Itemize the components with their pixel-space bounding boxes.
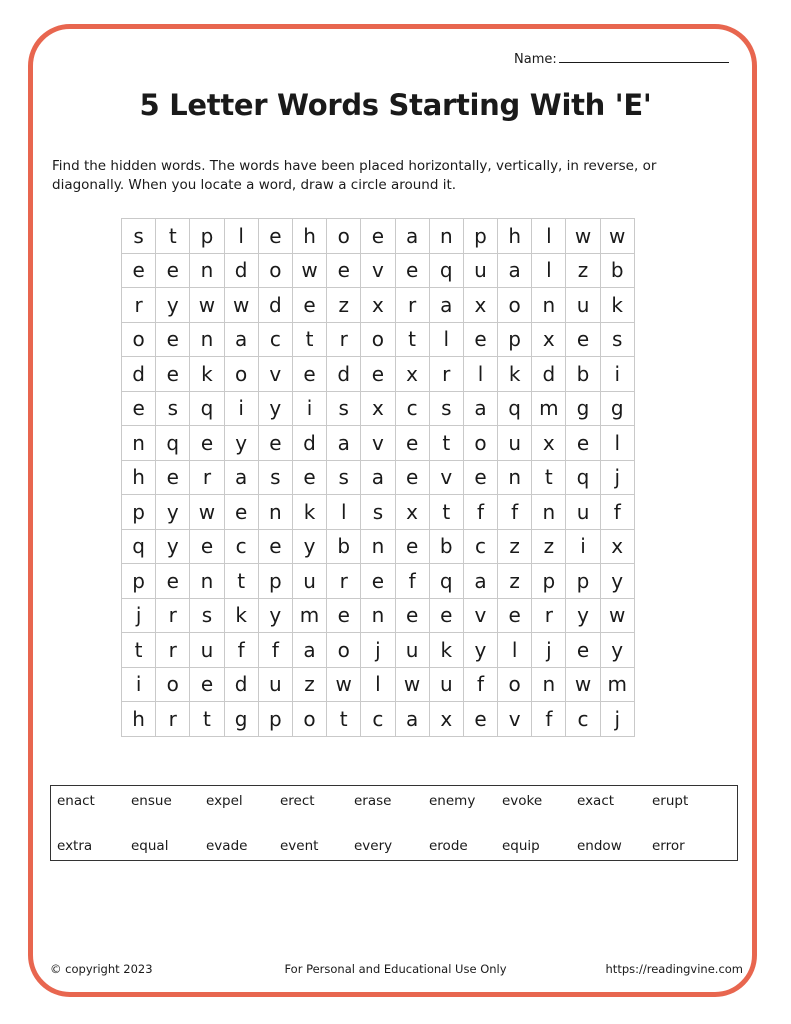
grid-cell[interactable]: j <box>600 702 634 737</box>
grid-cell[interactable]: s <box>122 219 156 254</box>
grid-cell[interactable]: b <box>429 529 463 564</box>
grid-row <box>122 633 635 668</box>
grid-cell[interactable]: p <box>532 564 566 599</box>
grid-cell[interactable]: y <box>156 495 190 530</box>
grid-cell[interactable]: r <box>156 633 190 668</box>
grid-cell[interactable]: e <box>463 460 497 495</box>
grid-cell[interactable]: e <box>156 460 190 495</box>
grid-cell[interactable]: i <box>600 357 634 392</box>
grid-cell[interactable]: s <box>258 460 292 495</box>
grid-cell[interactable]: q <box>498 391 532 426</box>
grid-cell[interactable]: p <box>258 702 292 737</box>
grid-cell[interactable]: c <box>224 529 258 564</box>
grid-cell[interactable]: z <box>292 667 326 702</box>
grid-cell[interactable]: d <box>224 667 258 702</box>
grid-cell[interactable]: x <box>600 529 634 564</box>
grid-cell[interactable]: s <box>327 460 361 495</box>
grid-cell[interactable]: l <box>361 667 395 702</box>
grid-cell[interactable]: a <box>395 702 429 737</box>
grid-cell[interactable]: e <box>258 426 292 461</box>
grid-cell[interactable]: n <box>361 529 395 564</box>
grid-cell[interactable]: z <box>566 253 600 288</box>
grid-cell[interactable]: e <box>429 598 463 633</box>
grid-cell[interactable]: p <box>122 564 156 599</box>
grid-cell[interactable]: a <box>224 460 258 495</box>
grid-cell[interactable]: e <box>224 495 258 530</box>
grid-cell[interactable]: r <box>429 357 463 392</box>
grid-row <box>122 495 635 530</box>
grid-cell[interactable]: r <box>395 288 429 323</box>
page-title: 5 Letter Words Starting With 'E' <box>139 88 652 122</box>
grid-cell[interactable]: p <box>566 564 600 599</box>
grid-cell[interactable]: w <box>600 219 634 254</box>
grid-cell[interactable]: e <box>292 357 326 392</box>
grid-cell[interactable]: e <box>361 357 395 392</box>
grid-cell[interactable]: f <box>463 667 497 702</box>
grid-cell[interactable]: e <box>156 322 190 357</box>
word-bank-word: exact <box>577 793 615 809</box>
word-bank-row <box>51 793 737 813</box>
word-bank-word: expel <box>206 793 243 809</box>
grid-cell[interactable]: e <box>122 391 156 426</box>
grid-cell[interactable]: l <box>532 253 566 288</box>
grid-cell[interactable]: v <box>361 426 395 461</box>
footer-copyright: © copyright 2023 <box>50 962 153 976</box>
grid-cell[interactable]: q <box>190 391 224 426</box>
grid-cell[interactable]: n <box>190 253 224 288</box>
grid-cell[interactable]: w <box>600 598 634 633</box>
grid-cell[interactable]: a <box>498 253 532 288</box>
grid-cell[interactable]: v <box>429 460 463 495</box>
grid-cell[interactable]: m <box>292 598 326 633</box>
word-bank-word: equal <box>131 838 169 854</box>
grid-cell[interactable]: u <box>258 667 292 702</box>
grid-cell[interactable]: d <box>532 357 566 392</box>
grid-cell[interactable]: c <box>258 322 292 357</box>
grid-cell[interactable]: l <box>327 495 361 530</box>
grid-cell[interactable]: n <box>532 288 566 323</box>
grid-row <box>122 357 635 392</box>
word-bank-word: erupt <box>652 793 689 809</box>
grid-cell[interactable]: y <box>156 288 190 323</box>
grid-cell[interactable]: p <box>258 564 292 599</box>
grid-cell[interactable]: i <box>224 391 258 426</box>
grid-cell[interactable]: a <box>463 391 497 426</box>
grid-cell[interactable]: n <box>190 322 224 357</box>
grid-cell[interactable]: n <box>532 667 566 702</box>
grid-cell[interactable]: x <box>395 495 429 530</box>
grid-cell[interactable]: t <box>224 564 258 599</box>
grid-row <box>122 667 635 702</box>
grid-cell[interactable]: y <box>156 529 190 564</box>
grid-cell[interactable]: c <box>395 391 429 426</box>
grid-cell[interactable]: q <box>122 529 156 564</box>
grid-cell[interactable]: t <box>156 219 190 254</box>
grid-cell[interactable]: a <box>327 426 361 461</box>
grid-cell[interactable]: r <box>327 322 361 357</box>
grid-cell[interactable]: x <box>361 288 395 323</box>
grid-cell[interactable]: u <box>566 288 600 323</box>
grid-cell[interactable]: g <box>600 391 634 426</box>
grid-cell[interactable]: s <box>600 322 634 357</box>
grid-cell[interactable]: e <box>395 426 429 461</box>
grid-cell[interactable]: f <box>224 633 258 668</box>
grid-row <box>122 322 635 357</box>
word-search-grid <box>121 218 635 737</box>
grid-cell[interactable]: h <box>498 219 532 254</box>
grid-cell[interactable]: i <box>566 529 600 564</box>
grid-cell[interactable]: y <box>600 564 634 599</box>
grid-cell[interactable]: r <box>532 598 566 633</box>
grid-row <box>122 219 635 254</box>
grid-cell[interactable]: s <box>327 391 361 426</box>
grid-cell[interactable]: p <box>498 322 532 357</box>
grid-cell[interactable]: o <box>156 667 190 702</box>
grid-cell[interactable]: h <box>122 702 156 737</box>
grid-cell[interactable]: l <box>463 357 497 392</box>
grid-cell[interactable]: p <box>122 495 156 530</box>
grid-row <box>122 253 635 288</box>
word-bank-word: erase <box>354 793 392 809</box>
grid-cell[interactable]: e <box>122 253 156 288</box>
grid-cell[interactable]: n <box>361 598 395 633</box>
instructions: Find the hidden words. The words have been placed horizontally, vertically, in reverse, or diagonally. When you locate a word, draw a circle around it. <box>52 158 657 193</box>
grid-row <box>122 598 635 633</box>
word-bank-word: erode <box>429 838 468 854</box>
grid-cell[interactable]: e <box>395 598 429 633</box>
grid-cell[interactable]: t <box>532 460 566 495</box>
grid-row <box>122 529 635 564</box>
grid-cell[interactable]: e <box>361 219 395 254</box>
grid-cell[interactable]: b <box>566 357 600 392</box>
grid-cell[interactable]: l <box>600 426 634 461</box>
grid-cell[interactable]: x <box>395 357 429 392</box>
grid-cell[interactable]: n <box>258 495 292 530</box>
grid-cell[interactable]: f <box>532 702 566 737</box>
grid-cell[interactable]: e <box>498 598 532 633</box>
word-bank-word: error <box>652 838 685 854</box>
grid-cell[interactable]: o <box>224 357 258 392</box>
grid-cell[interactable]: y <box>224 426 258 461</box>
grid-cell[interactable]: u <box>292 564 326 599</box>
grid-cell[interactable]: h <box>122 460 156 495</box>
grid-row <box>122 288 635 323</box>
grid-cell[interactable]: j <box>361 633 395 668</box>
grid-cell[interactable]: a <box>361 460 395 495</box>
grid-cell[interactable]: m <box>532 391 566 426</box>
grid-cell[interactable]: t <box>395 322 429 357</box>
grid-cell[interactable]: e <box>156 253 190 288</box>
word-bank-word: every <box>354 838 393 854</box>
grid-cell[interactable]: i <box>292 391 326 426</box>
grid-cell[interactable]: n <box>532 495 566 530</box>
grid-cell[interactable]: s <box>156 391 190 426</box>
grid-cell[interactable]: r <box>190 460 224 495</box>
grid-cell[interactable]: x <box>361 391 395 426</box>
grid-cell[interactable]: x <box>463 288 497 323</box>
grid-cell[interactable]: u <box>395 633 429 668</box>
grid-cell[interactable]: e <box>258 219 292 254</box>
grid-cell[interactable]: c <box>361 702 395 737</box>
grid-cell[interactable]: c <box>566 702 600 737</box>
grid-cell[interactable]: e <box>156 564 190 599</box>
grid-cell[interactable]: q <box>156 426 190 461</box>
grid-cell[interactable]: z <box>498 564 532 599</box>
word-bank-word: enact <box>57 793 95 809</box>
grid-cell[interactable]: p <box>190 219 224 254</box>
name-blank-line <box>559 50 729 63</box>
grid-cell[interactable]: k <box>224 598 258 633</box>
grid-cell[interactable]: j <box>600 460 634 495</box>
grid-cell[interactable]: e <box>395 253 429 288</box>
grid-cell[interactable]: o <box>327 633 361 668</box>
grid-cell[interactable]: m <box>600 667 634 702</box>
grid-cell[interactable]: g <box>224 702 258 737</box>
grid-cell[interactable]: d <box>292 426 326 461</box>
grid-cell[interactable]: f <box>463 495 497 530</box>
word-bank-word: event <box>280 838 319 854</box>
grid-cell[interactable]: o <box>292 702 326 737</box>
grid-cell[interactable]: e <box>190 426 224 461</box>
grid-cell[interactable]: o <box>463 426 497 461</box>
grid-cell[interactable]: n <box>122 426 156 461</box>
grid-cell[interactable]: l <box>224 219 258 254</box>
grid-cell[interactable]: t <box>327 702 361 737</box>
grid-cell[interactable]: e <box>566 322 600 357</box>
grid-cell[interactable]: o <box>361 322 395 357</box>
grid-cell[interactable]: h <box>292 219 326 254</box>
grid-cell[interactable]: l <box>498 633 532 668</box>
footer-usage: For Personal and Educational Use Only <box>284 962 507 976</box>
word-bank-word: enemy <box>429 793 476 809</box>
grid-cell[interactable]: n <box>190 564 224 599</box>
grid-cell[interactable]: x <box>532 322 566 357</box>
grid-cell[interactable]: x <box>429 702 463 737</box>
grid-cell[interactable]: k <box>429 633 463 668</box>
grid-cell[interactable]: n <box>429 219 463 254</box>
grid-cell[interactable]: w <box>566 219 600 254</box>
grid-cell[interactable]: t <box>292 322 326 357</box>
grid-cell[interactable]: e <box>190 667 224 702</box>
grid-cell[interactable]: u <box>498 426 532 461</box>
grid-cell[interactable]: q <box>429 253 463 288</box>
grid-cell[interactable]: p <box>463 219 497 254</box>
grid-cell[interactable]: f <box>395 564 429 599</box>
grid-cell[interactable]: o <box>498 288 532 323</box>
grid-cell[interactable]: d <box>327 357 361 392</box>
grid-cell[interactable]: d <box>224 253 258 288</box>
grid-cell[interactable]: e <box>463 322 497 357</box>
grid-cell[interactable]: u <box>566 495 600 530</box>
grid-cell[interactable]: z <box>327 288 361 323</box>
grid-row <box>122 564 635 599</box>
grid-cell[interactable]: w <box>224 288 258 323</box>
grid-cell[interactable]: e <box>361 564 395 599</box>
grid-cell[interactable]: x <box>532 426 566 461</box>
word-bank-word: ensue <box>131 793 172 809</box>
grid-row <box>122 426 635 461</box>
grid-cell[interactable]: q <box>429 564 463 599</box>
footer-url: https://readingvine.com <box>605 962 743 976</box>
grid-cell[interactable]: t <box>429 495 463 530</box>
word-bank-word: erect <box>280 793 315 809</box>
grid-cell[interactable]: f <box>600 495 634 530</box>
grid-cell[interactable]: z <box>532 529 566 564</box>
grid-cell[interactable]: n <box>498 460 532 495</box>
grid-cell[interactable]: a <box>395 219 429 254</box>
grid-cell[interactable]: d <box>258 288 292 323</box>
grid-cell[interactable]: j <box>532 633 566 668</box>
word-bank-row <box>51 838 737 858</box>
grid-cell[interactable]: l <box>429 322 463 357</box>
grid-cell[interactable]: e <box>190 529 224 564</box>
grid-cell[interactable]: u <box>190 633 224 668</box>
grid-cell[interactable]: s <box>429 391 463 426</box>
grid-cell[interactable]: v <box>463 598 497 633</box>
grid-cell[interactable]: g <box>566 391 600 426</box>
grid-cell[interactable]: w <box>327 667 361 702</box>
grid-cell[interactable]: e <box>292 460 326 495</box>
grid-cell[interactable]: k <box>600 288 634 323</box>
grid-cell[interactable]: b <box>327 529 361 564</box>
grid-cell[interactable]: u <box>463 253 497 288</box>
grid-cell[interactable]: y <box>292 529 326 564</box>
grid-cell[interactable]: y <box>258 598 292 633</box>
grid-cell[interactable]: y <box>258 391 292 426</box>
grid-cell[interactable]: e <box>327 253 361 288</box>
grid-row <box>122 391 635 426</box>
grid-cell[interactable]: t <box>190 702 224 737</box>
grid-cell[interactable]: w <box>395 667 429 702</box>
word-bank-word: extra <box>57 838 93 854</box>
grid-cell[interactable]: s <box>190 598 224 633</box>
grid-cell[interactable]: j <box>122 598 156 633</box>
grid-cell[interactable]: y <box>600 633 634 668</box>
name-label: Name: <box>514 52 557 67</box>
grid-row <box>122 702 635 737</box>
grid-cell[interactable]: e <box>395 460 429 495</box>
grid-row <box>122 460 635 495</box>
word-bank-word: equip <box>502 838 540 854</box>
grid-cell[interactable]: e <box>327 598 361 633</box>
grid-cell[interactable]: e <box>292 288 326 323</box>
grid-cell[interactable]: u <box>429 667 463 702</box>
grid-cell[interactable]: a <box>429 288 463 323</box>
grid-cell[interactable]: q <box>566 460 600 495</box>
grid-cell[interactable]: a <box>224 322 258 357</box>
grid-cell[interactable]: t <box>429 426 463 461</box>
grid-cell[interactable]: e <box>463 702 497 737</box>
grid-cell[interactable]: r <box>327 564 361 599</box>
word-bank <box>50 785 738 861</box>
grid-cell[interactable]: o <box>258 253 292 288</box>
grid-cell[interactable]: w <box>190 495 224 530</box>
grid-cell[interactable]: t <box>122 633 156 668</box>
grid-cell[interactable]: d <box>122 357 156 392</box>
grid-cell[interactable]: k <box>498 357 532 392</box>
word-bank-word: endow <box>577 838 622 854</box>
grid-cell[interactable]: f <box>258 633 292 668</box>
grid-cell[interactable]: i <box>122 667 156 702</box>
grid-cell[interactable]: k <box>292 495 326 530</box>
grid-cell[interactable]: r <box>156 598 190 633</box>
grid-cell[interactable]: e <box>395 529 429 564</box>
grid-cell[interactable]: b <box>600 253 634 288</box>
grid-cell[interactable]: o <box>498 667 532 702</box>
grid-cell[interactable]: l <box>532 219 566 254</box>
grid-cell[interactable]: w <box>292 253 326 288</box>
grid-cell[interactable]: s <box>361 495 395 530</box>
grid-cell[interactable]: o <box>327 219 361 254</box>
grid-cell[interactable]: v <box>361 253 395 288</box>
grid-cell[interactable]: k <box>190 357 224 392</box>
grid-cell[interactable]: w <box>190 288 224 323</box>
word-bank-word: evoke <box>502 793 543 809</box>
grid-cell[interactable]: r <box>122 288 156 323</box>
grid-cell[interactable]: v <box>258 357 292 392</box>
name-field <box>514 50 729 67</box>
grid-cell[interactable]: z <box>498 529 532 564</box>
grid-cell[interactable]: r <box>156 702 190 737</box>
grid-cell[interactable]: e <box>566 633 600 668</box>
grid-cell[interactable]: y <box>566 598 600 633</box>
word-bank-word: evade <box>206 838 248 854</box>
grid-cell[interactable]: v <box>498 702 532 737</box>
grid-cell[interactable]: c <box>463 529 497 564</box>
grid-cell[interactable]: w <box>566 667 600 702</box>
grid-cell[interactable]: y <box>463 633 497 668</box>
grid-cell[interactable]: e <box>156 357 190 392</box>
grid-cell[interactable]: e <box>566 426 600 461</box>
grid-cell[interactable]: o <box>122 322 156 357</box>
grid-cell[interactable]: f <box>498 495 532 530</box>
grid-cell[interactable]: e <box>258 529 292 564</box>
grid-cell[interactable]: a <box>463 564 497 599</box>
grid-cell[interactable]: a <box>292 633 326 668</box>
